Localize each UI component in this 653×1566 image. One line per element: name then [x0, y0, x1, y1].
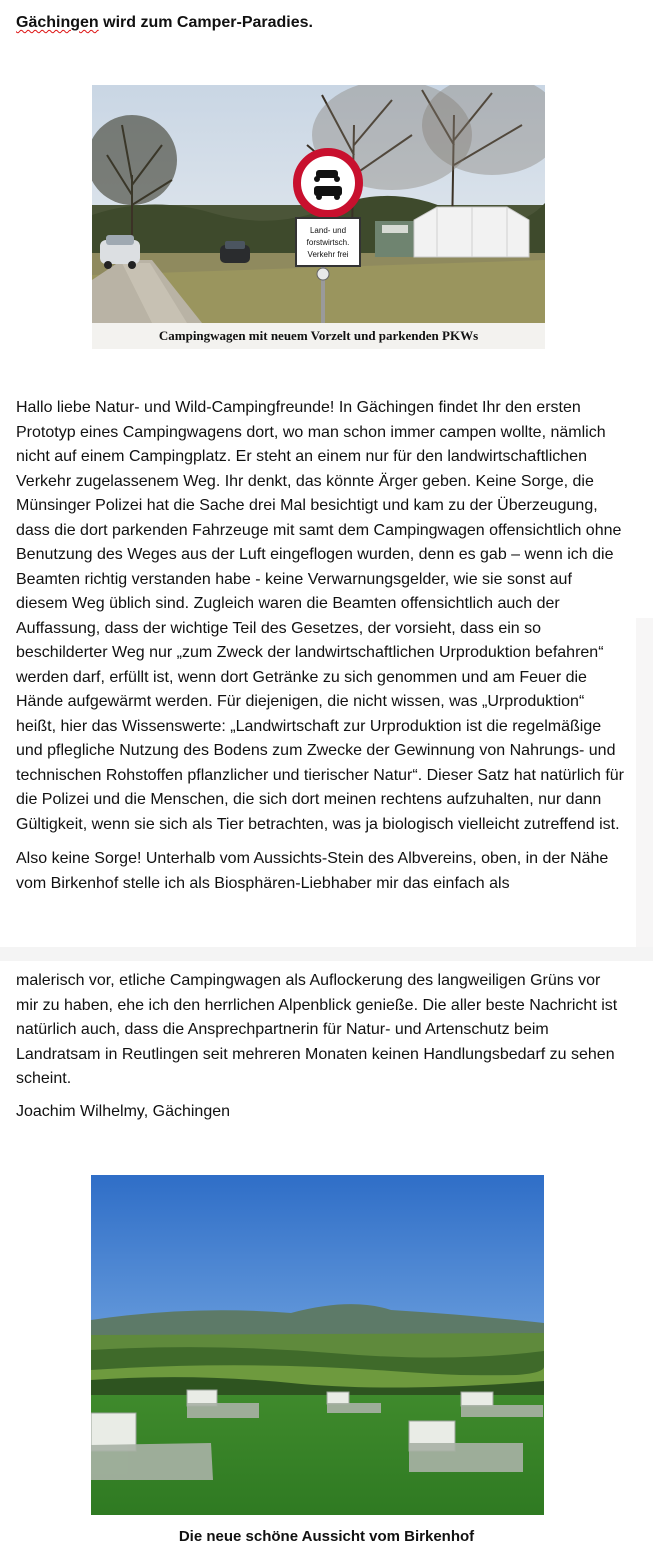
paragraph: Also keine Sorge! Unterhalb vom Aussichts-Stein des Albvereins, oben, in der Nähe vom Birkenhof stelle ich als Biosphären-Liebhaber mir das einfach als	[16, 850, 609, 892]
article-body-continued	[16, 969, 626, 1102]
camping-photo	[92, 85, 545, 349]
signature: Joachim Wilhelmy, Gächingen	[16, 1103, 231, 1120]
paragraph: malerisch vor, etliche Campingwagen als Auflockerung des langweiligen Grüns vor mir zu haben, ehe ich den herrlichen Alpenblick genieße. Die aller beste Nachricht ist natürlich auch, dass die Ansprechpartnerin für Natur- und Artenschutz beim Landratsam in Reutlingen seit mehreren Monaten keinen Handlungsbedarf zu sehen scheint.	[16, 972, 618, 1087]
title-rest: wird zum Camper-Paradies.	[98, 14, 313, 31]
landscape-caption: Die neue schöne Aussicht vom Birkenhof	[178, 1528, 475, 1545]
landscape-photo	[91, 1175, 544, 1515]
page-break	[0, 947, 653, 961]
page-shadow	[636, 618, 653, 948]
sign-text-line: Verkehr frei	[307, 250, 349, 259]
paragraph: Hallo liebe Natur- und Wild-Campingfreunde! In Gächingen findet Ihr den ersten Prototyp eines Campingwagens dort, wo man schon immer campen wollte, nämlich nicht auf einem Campingplatz. Er steht an einem nur für den landwirtschaftlichen Verkehr zugelassenem Weg. Ihr denkt, das könnte Ärger geben. Keine Sorge, die Münsinger Polizei hat die Sache drei Mal besichtigt und kam zu der Überzeugung, dass die dort parkenden Fahrzeuge mit samt dem Campingwagen offensichtlich ohne Benutzung des Weges aus der Luft eingeflogen wurden, denn es gab – wenn ich die Beamten richtig verstanden habe - keine Verwarnungsgelder, wie sie sonst auf diesem Weg üblich sind. Zugleich waren die Beamten offensichtlich auch der Auffassung, dass der wichtige Teil des Gesetzes, der vorsieht, dass ein so beschilderter Weg nur „zum Zweck der landwirtschaftlichen Urproduktion befahren“ werden darf, erfüllt ist, wenn dort Getränke zu sich genommen und am Feuer die Hände aufgewärmt werden. Für diejenigen, die nicht wissen, was „Urproduktion“ heißt, hier das Wissenswerte: „Landwirtschaft zur Urproduktion ist die regelmäßige und pflegliche Nutzung des Bodens zum Zwecke der Gewinnung von Nahrungs- und technischen Rohstoffen pflanzlicher und tierischer Natur“. Dieser Satz hat natürlich für die Polizei und die Menschen, die sich dort meinen rechtens aufzuhalten, nur dann Gültigkeit, wenn sie sich als Tier betrachten, was ja biologisch vielleicht zutreffend ist.	[16, 399, 625, 833]
title-place-name: Gächingen	[16, 14, 99, 31]
document-title	[16, 14, 313, 32]
article-body	[16, 396, 626, 906]
photo-caption: Campingwagen mit neuem Vorzelt und parkenden PKWs	[92, 323, 545, 349]
sign-text-line: Land- und	[309, 226, 347, 235]
sign-text-line: forstwirtsch.	[306, 238, 350, 247]
